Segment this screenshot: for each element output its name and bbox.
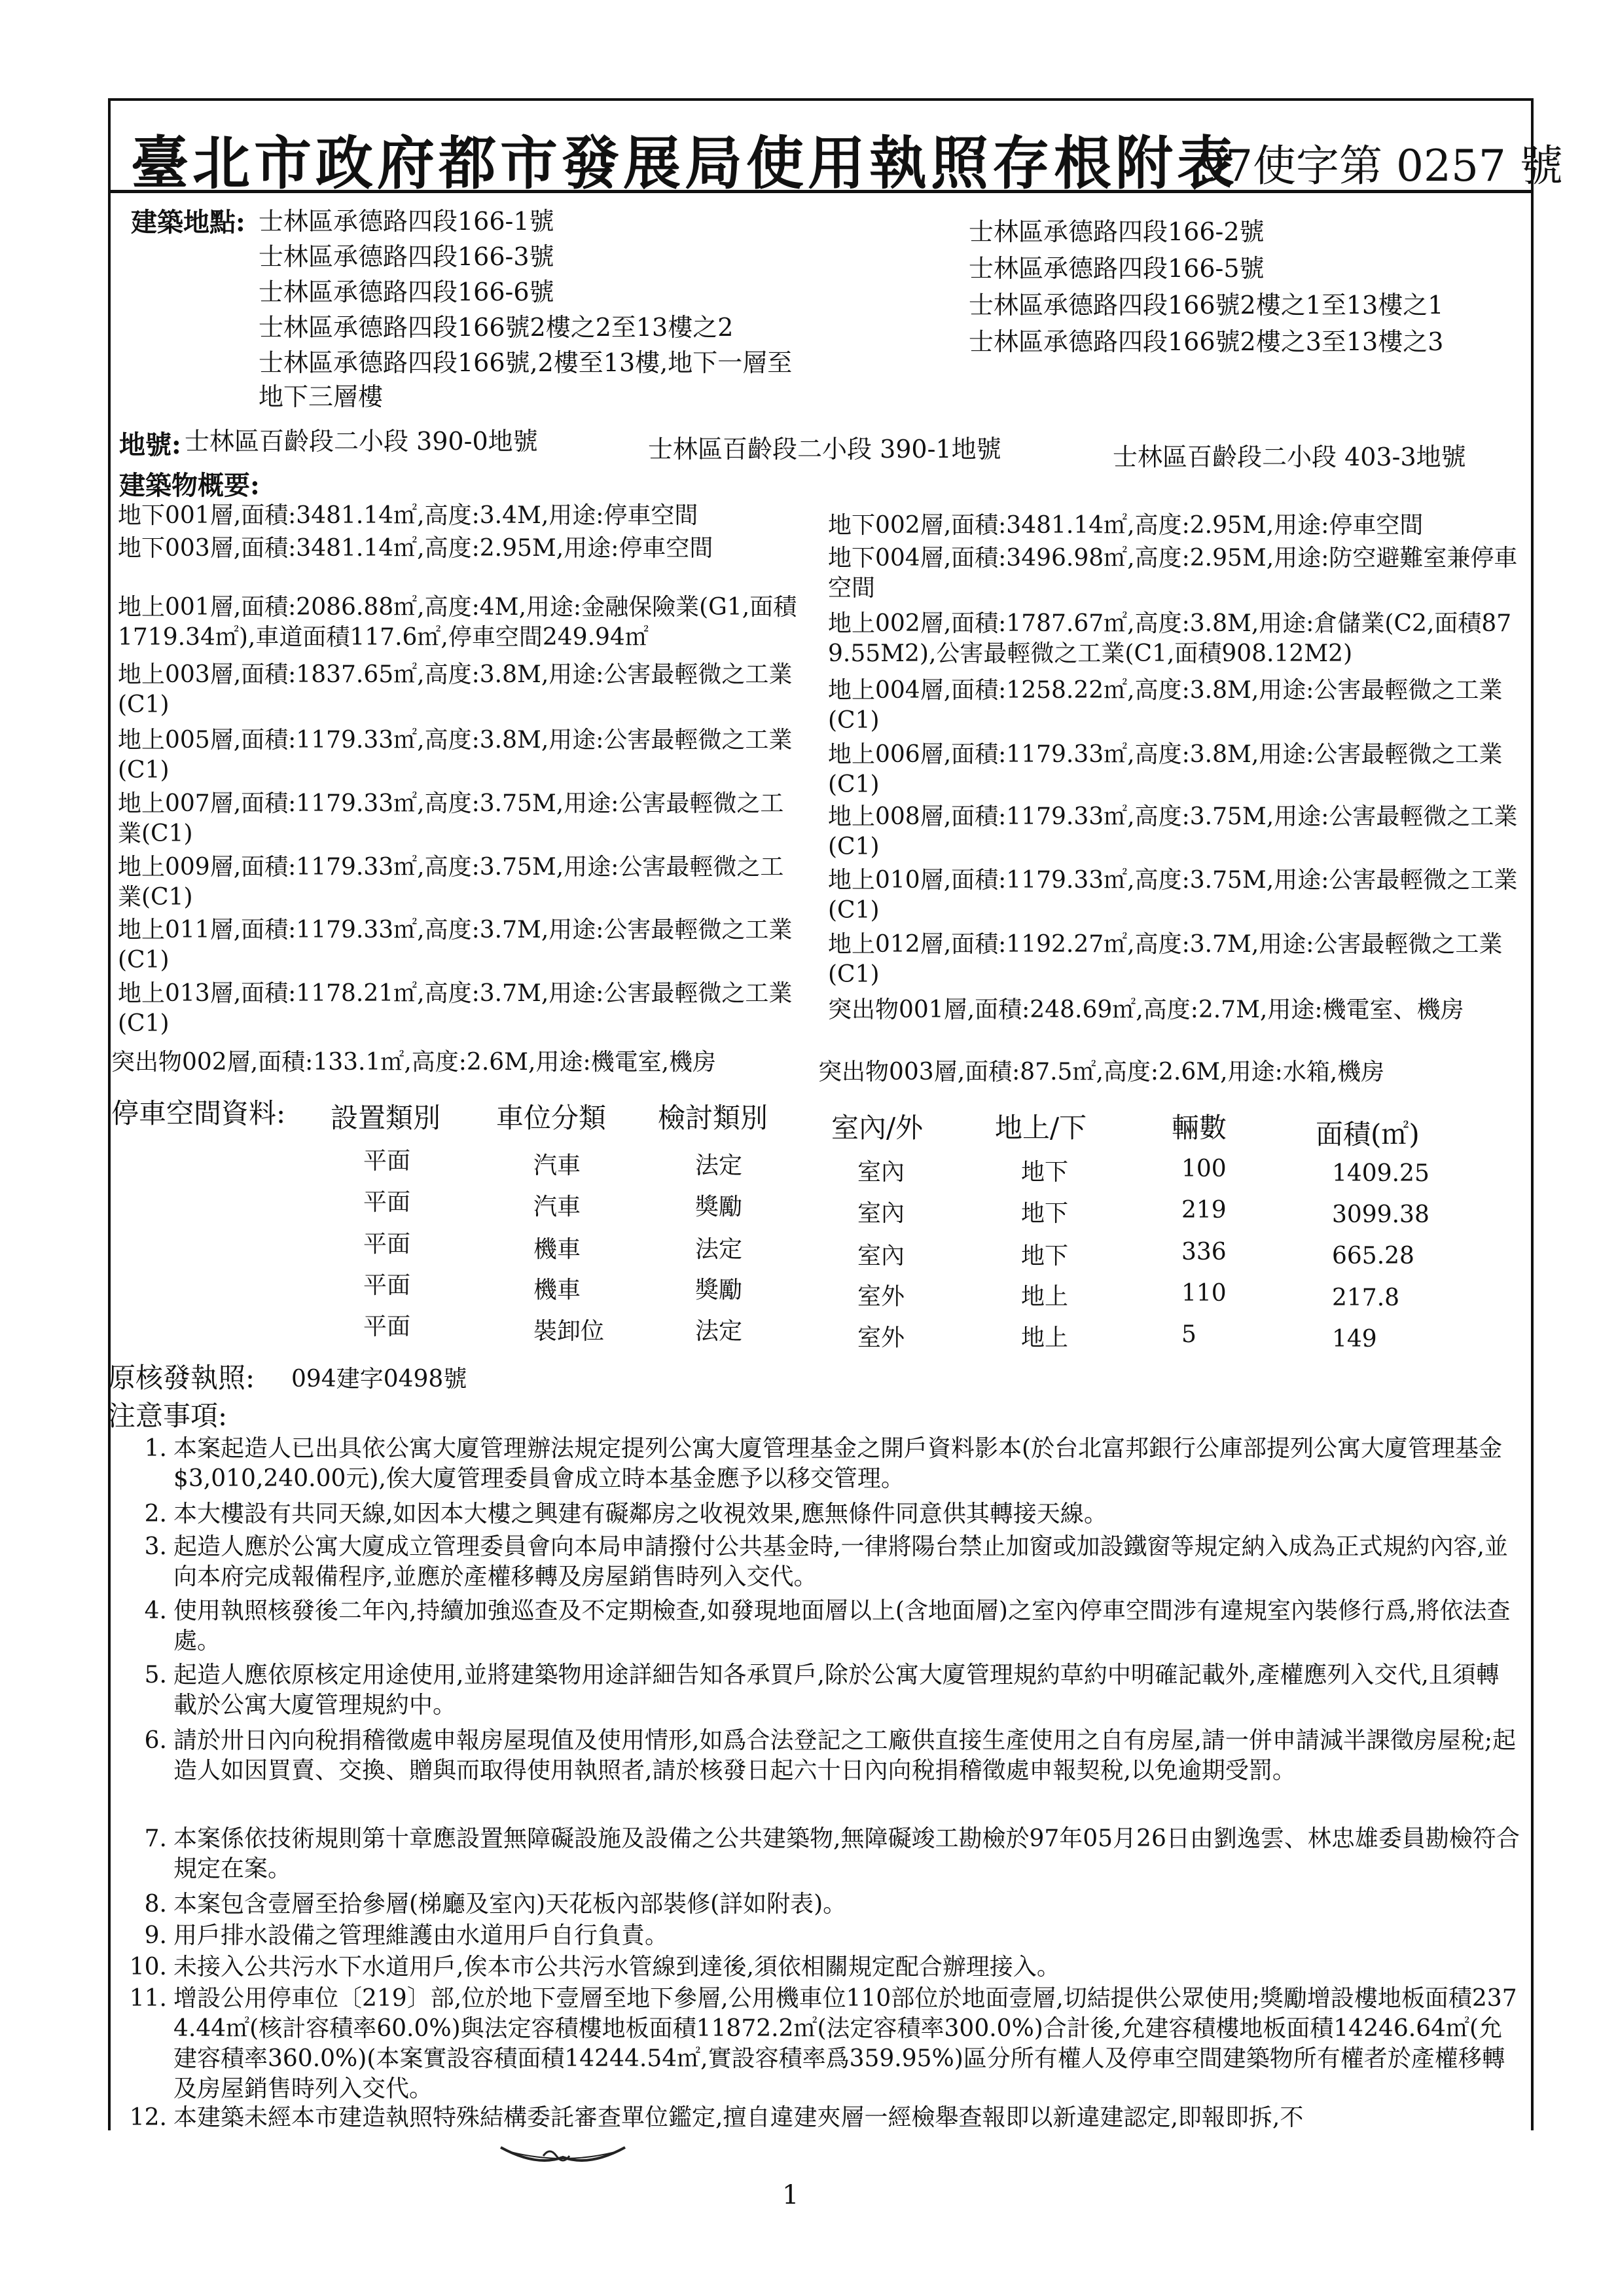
parking-r5-vehicle: 裝卸位 bbox=[533, 1318, 605, 1345]
parking-r1-level: 地下 bbox=[1021, 1159, 1069, 1186]
note-9 bbox=[128, 1921, 1522, 1954]
parking-header-type: 設置類別 bbox=[331, 1102, 441, 1134]
parking-label: 停車空間資料: bbox=[111, 1097, 286, 1129]
parking-header-level: 地上/下 bbox=[995, 1112, 1087, 1144]
site-address-left-6: 地下三層樓 bbox=[259, 382, 384, 411]
lot-number-3: 士林區百齡段二小段 403-3地號 bbox=[1113, 443, 1466, 471]
parking-r5-area: 149 bbox=[1332, 1326, 1377, 1353]
note-1-number: 1. bbox=[144, 1435, 167, 1462]
note-8 bbox=[128, 1889, 1522, 1922]
parking-r4-review: 獎勵 bbox=[695, 1277, 743, 1303]
parking-r4-type: 平面 bbox=[363, 1272, 411, 1299]
note-10-text: 未接入公共污水下水道用戶,俟本市公共污水管線到達後,須依相關規定配合辦理接入。 bbox=[173, 1954, 1060, 1980]
floor-b3: 地下003層,面積:3481.14㎡,高度:2.95M,用途:停車空間 bbox=[118, 535, 713, 562]
note-1 bbox=[128, 1434, 1522, 1497]
note-3-number: 3. bbox=[144, 1533, 167, 1560]
parking-r2-type: 平面 bbox=[363, 1189, 411, 1216]
parking-r2-vehicle: 汽車 bbox=[533, 1194, 581, 1220]
note-10-number: 10. bbox=[129, 1954, 167, 1980]
parking-r1-count: 100 bbox=[1181, 1156, 1227, 1182]
lot-number-1: 士林區百齡段二小段 390-0地號 bbox=[185, 427, 538, 456]
parking-r2-level: 地下 bbox=[1021, 1200, 1069, 1227]
parking-r2-area: 3099.38 bbox=[1332, 1201, 1429, 1228]
note-12 bbox=[128, 2103, 1522, 2136]
building-summary-label: 建築物概要: bbox=[119, 470, 260, 501]
floor-12f: 地上012層,面積:1192.27㎡,高度:3.7M,用途:公害最輕微之工業(C1) bbox=[828, 931, 1503, 988]
note-2 bbox=[128, 1499, 1522, 1532]
floor-b1: 地下001層,面積:3481.14㎡,高度:3.4M,用途:停車空間 bbox=[118, 502, 698, 529]
parking-header-review: 檢討類別 bbox=[658, 1102, 768, 1134]
parking-header-vehicle: 車位分類 bbox=[496, 1102, 607, 1134]
note-12-number: 12. bbox=[129, 2104, 167, 2131]
parking-r5-indoor: 室外 bbox=[857, 1324, 905, 1351]
site-address-left-2: 士林區承德路四段166-3號 bbox=[259, 242, 554, 271]
parking-r4-indoor: 室外 bbox=[857, 1283, 905, 1310]
site-address-right-3: 士林區承德路四段166號2樓之1至13樓之1 bbox=[969, 291, 1444, 319]
site-address-left-1: 士林區承德路四段166-1號 bbox=[259, 207, 554, 236]
parking-r3-level: 地下 bbox=[1021, 1243, 1069, 1269]
site-label: 建築地點: bbox=[131, 207, 245, 238]
note-7 bbox=[128, 1824, 1522, 1887]
parking-r2-indoor: 室內 bbox=[857, 1200, 905, 1227]
note-7-text: 本案係依技術規則第十章應設置無障礙設施及設備之公共建築物,無障礙竣工勘檢於97年05月26日由劉逸雲、林忠雄委員勘檢符合規定在案。 bbox=[173, 1825, 1520, 1882]
floor-8f: 地上008層,面積:1179.33㎡,高度:3.75M,用途:公害最輕微之工業(C1) bbox=[828, 803, 1518, 860]
note-8-number: 8. bbox=[144, 1891, 167, 1918]
lot-number-2: 士林區百齡段二小段 390-1地號 bbox=[648, 435, 1001, 464]
parking-r1-type: 平面 bbox=[363, 1148, 411, 1175]
parking-r1-indoor: 室內 bbox=[857, 1159, 905, 1186]
note-6-text: 請於卅日內向稅捐稽徵處申報房屋現值及使用情形,如爲合法登記之工廠供直接生產使用之自有房屋,請一併申請減半課徵房屋稅;起造人如因買賣、交換、贈與而取得使用執照者,請於核發日起六十日內向稅捐稽徵處申報契稅,以免逾期受罰。 bbox=[173, 1727, 1517, 1784]
parking-r1-vehicle: 汽車 bbox=[533, 1152, 581, 1179]
parking-r1-review: 法定 bbox=[695, 1152, 743, 1179]
parking-r5-type: 平面 bbox=[363, 1313, 411, 1340]
parking-r5-count: 5 bbox=[1181, 1321, 1196, 1348]
parking-r5-review: 法定 bbox=[695, 1318, 743, 1345]
document-number: 97使字第 0257 號 bbox=[1198, 141, 1563, 191]
site-address-right-2: 士林區承德路四段166-5號 bbox=[969, 254, 1265, 283]
floor-9f: 地上009層,面積:1179.33㎡,高度:3.75M,用途:公害最輕微之工業(C1) bbox=[118, 854, 784, 911]
parking-r2-review: 獎勵 bbox=[695, 1194, 743, 1220]
original-permit-label: 原核發執照: bbox=[108, 1362, 255, 1394]
site-address-left-5: 士林區承德路四段166號,2樓至13樓,地下一層至 bbox=[259, 348, 793, 377]
floor-6f: 地上006層,面積:1179.33㎡,高度:3.8M,用途:公害最輕微之工業(C1) bbox=[828, 741, 1503, 798]
note-9-text: 用戶排水設備之管理維護由水道用戶自行負責。 bbox=[173, 1922, 669, 1949]
floor-ph2: 突出物002層,面積:133.1㎡,高度:2.6M,用途:機電室,機房 bbox=[111, 1049, 717, 1076]
note-3 bbox=[128, 1532, 1522, 1595]
document-title: 臺北市政府都市發展局使用執照存根附表 bbox=[131, 129, 1239, 197]
parking-r3-review: 法定 bbox=[695, 1236, 743, 1263]
parking-r4-vehicle: 機車 bbox=[533, 1277, 581, 1303]
floor-b2: 地下002層,面積:3481.14㎡,高度:2.95M,用途:停車空間 bbox=[828, 512, 1424, 539]
site-address-left-4: 士林區承德路四段166號2樓之2至13樓之2 bbox=[259, 313, 734, 342]
parking-r4-level: 地上 bbox=[1021, 1283, 1069, 1310]
page-number: 1 bbox=[782, 2180, 799, 2210]
note-3-text: 起造人應於公寓大廈成立管理委員會向本局申請撥付公共基金時,一律將陽台禁止加窗或加設鐵窗等規定納入成為正式規約內容,並向本府完成報備程序,並應於產權移轉及房屋銷售時列入交代。 bbox=[173, 1533, 1508, 1590]
note-12-text: 本建築未經本市建造執照特殊結構委託審查單位鑑定,擅自違建夾層一經檢舉查報即以新違建認定,即報即拆,不 bbox=[173, 2104, 1304, 2131]
parking-r3-count: 336 bbox=[1181, 1239, 1227, 1266]
parking-r3-type: 平面 bbox=[363, 1231, 411, 1258]
site-address-right-1: 士林區承德路四段166-2號 bbox=[969, 217, 1265, 246]
parking-r1-area: 1409.25 bbox=[1332, 1160, 1429, 1187]
seal-ornament-icon bbox=[497, 2138, 628, 2170]
floor-2f: 地上002層,面積:1787.67㎡,高度:3.8M,用途:倉儲業(C2,面積879.55M2),公害最輕微之工業(C1,面積908.12M2) bbox=[828, 610, 1512, 667]
parking-r3-vehicle: 機車 bbox=[533, 1236, 581, 1263]
note-5-text: 起造人應依原核定用途使用,並將建築物用途詳細告知各承買戶,除於公寓大廈管理規約草約中明確記載外,產權應列入交代,且須轉載於公寓大廈管理規約中。 bbox=[173, 1662, 1500, 1719]
note-6-number: 6. bbox=[144, 1727, 167, 1754]
note-11-number: 11. bbox=[129, 1985, 167, 2012]
note-7-number: 7. bbox=[144, 1825, 167, 1852]
parking-r2-count: 219 bbox=[1181, 1197, 1227, 1224]
note-5 bbox=[128, 1660, 1522, 1723]
note-9-number: 9. bbox=[144, 1922, 167, 1949]
floor-1f: 地上001層,面積:2086.88㎡,高度:4M,用途:金融保險業(G1,面積1719.34㎡),車道面積117.6㎡,停車空間249.94㎡ bbox=[118, 594, 797, 651]
site-address-right-4: 士林區承德路四段166號2樓之3至13樓之3 bbox=[969, 327, 1444, 356]
parking-r3-indoor: 室內 bbox=[857, 1243, 905, 1269]
note-4 bbox=[128, 1596, 1522, 1659]
note-4-text: 使用執照核發後二年內,持續加強巡查及不定期檢查,如發現地面層以上(含地面層)之室內停車空間涉有違規室內裝修行爲,將依法查處。 bbox=[173, 1597, 1511, 1654]
note-10 bbox=[128, 1952, 1522, 1985]
floor-7f: 地上007層,面積:1179.33㎡,高度:3.75M,用途:公害最輕微之工業(C1) bbox=[118, 790, 784, 847]
lot-label: 地號: bbox=[119, 429, 181, 460]
parking-r5-level: 地上 bbox=[1021, 1324, 1069, 1351]
parking-header-indoor: 室內/外 bbox=[831, 1112, 924, 1144]
floor-3f: 地上003層,面積:1837.65㎡,高度:3.8M,用途:公害最輕微之工業(C1) bbox=[118, 661, 793, 718]
original-permit-value: 094建字0498號 bbox=[291, 1366, 467, 1393]
notes-label: 注意事項: bbox=[108, 1400, 228, 1432]
note-4-number: 4. bbox=[144, 1597, 167, 1624]
note-6 bbox=[128, 1726, 1522, 1821]
parking-r4-area: 217.8 bbox=[1332, 1285, 1400, 1311]
parking-r3-area: 665.28 bbox=[1332, 1243, 1414, 1269]
note-2-text: 本大樓設有共同天線,如因本大樓之興建有礙鄰房之收視效果,應無條件同意供其轉接天線。 bbox=[173, 1501, 1107, 1527]
floor-5f: 地上005層,面積:1179.33㎡,高度:3.8M,用途:公害最輕微之工業(C1) bbox=[118, 727, 793, 784]
floor-13f: 地上013層,面積:1178.21㎡,高度:3.7M,用途:公害最輕微之工業(C1) bbox=[118, 980, 793, 1037]
note-2-number: 2. bbox=[144, 1501, 167, 1527]
note-11 bbox=[128, 1984, 1522, 2109]
note-5-number: 5. bbox=[144, 1662, 167, 1688]
parking-r4-count: 110 bbox=[1181, 1280, 1227, 1307]
note-11-text: 增設公用停車位〔219〕部,位於地下壹層至地下參層,公用機車位110部位於地面壹層,切結提供公眾使用;獎勵增設樓地板面積2374.44㎡(核計容積率60.0%)與法定容積樓地板面積11872.2㎡(法定容積率300.0%)合計後,允建容積樓地板面積14246.64㎡(允建容積率360.0%)(本案實設容積面積14244.54㎡,實設容積率爲359.95%)區分所有權人及停車空間建築物所有權者於產權移轉及房屋銷售時列入交代。 bbox=[173, 1985, 1517, 2102]
note-1-text: 本案起造人已出具依公寓大廈管理辦法規定提列公寓大廈管理基金之開戶資料影本(於台北富邦銀行公庫部提列公寓大廈管理基金$3,010,240.00元),俟大廈管理委員會成立時本基金應予以移交管理。 bbox=[173, 1435, 1503, 1492]
floor-10f: 地上010層,面積:1179.33㎡,高度:3.75M,用途:公害最輕微之工業(C1) bbox=[828, 867, 1518, 924]
parking-header-area: 面積(㎡) bbox=[1316, 1118, 1420, 1150]
note-8-text: 本案包含壹層至拾參層(梯廳及室內)天花板內部裝修(詳如附表)。 bbox=[173, 1891, 847, 1918]
floor-ph1: 突出物001層,面積:248.69㎡,高度:2.7M,用途:機電室、機房 bbox=[828, 996, 1464, 1023]
floor-11f: 地上011層,面積:1179.33㎡,高度:3.7M,用途:公害最輕微之工業(C1) bbox=[118, 917, 793, 974]
parking-header-count: 輛數 bbox=[1172, 1112, 1227, 1144]
floor-ph3: 突出物003層,面積:87.5㎡,高度:2.6M,用途:水箱,機房 bbox=[818, 1059, 1385, 1085]
site-address-left-3: 士林區承德路四段166-6號 bbox=[259, 278, 554, 306]
floor-b4: 地下004層,面積:3496.98㎡,高度:2.95M,用途:防空避難室兼停車空間 bbox=[828, 545, 1518, 602]
floor-4f: 地上004層,面積:1258.22㎡,高度:3.8M,用途:公害最輕微之工業(C1) bbox=[828, 677, 1503, 734]
